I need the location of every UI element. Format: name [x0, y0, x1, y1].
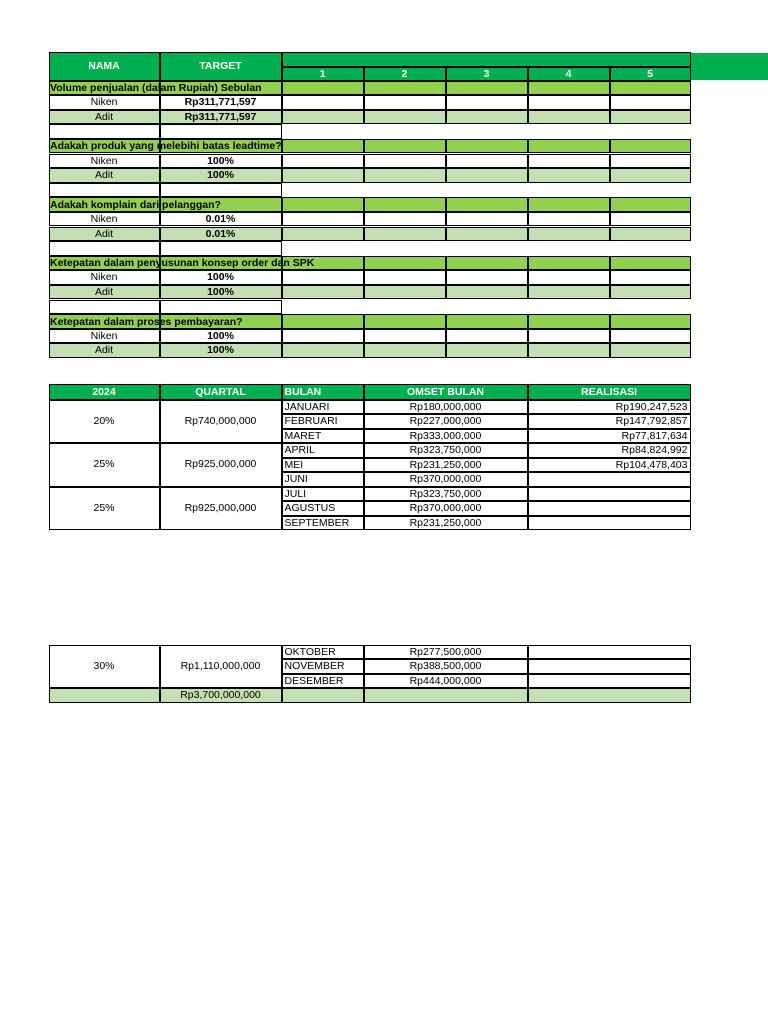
header-year[interactable]: 2024: [49, 384, 160, 400]
quarter-amount[interactable]: Rp740,000,000: [160, 400, 282, 444]
header-nama[interactable]: NAMA: [49, 52, 160, 81]
month-name[interactable]: JUNI: [282, 472, 364, 487]
week-cell[interactable]: [610, 270, 691, 285]
month-realisasi[interactable]: [528, 659, 691, 674]
week-cell[interactable]: [446, 154, 528, 169]
section-title-row-cell[interactable]: [282, 139, 364, 154]
month-name[interactable]: FEBRUARI: [282, 414, 364, 429]
week-cell[interactable]: [528, 270, 610, 285]
quarter-amount[interactable]: Rp925,000,000: [160, 443, 282, 487]
section-title: Ketepatan dalam penyusunan konsep order dan SPK: [50, 257, 315, 270]
month-name[interactable]: OKTOBER: [282, 645, 364, 660]
week-cell[interactable]: [446, 329, 528, 344]
week-cell[interactable]: [364, 168, 446, 183]
section-title-row-cell[interactable]: [528, 197, 610, 212]
month-omset[interactable]: Rp231,250,000: [364, 458, 528, 473]
spacer-cell[interactable]: [160, 241, 282, 256]
month-omset[interactable]: Rp323,750,000: [364, 443, 528, 458]
week-cell[interactable]: [282, 329, 364, 344]
week-cell[interactable]: [528, 110, 610, 125]
month-omset[interactable]: Rp333,000,000: [364, 429, 528, 444]
section-title-row-cell[interactable]: [446, 81, 528, 96]
section-title-row-cell[interactable]: [364, 197, 446, 212]
month-name[interactable]: APRIL: [282, 443, 364, 458]
week-cell[interactable]: [446, 212, 528, 227]
target-cell[interactable]: 100%: [160, 154, 282, 169]
section-title-row-cell[interactable]: [282, 197, 364, 212]
week-cell[interactable]: [528, 343, 610, 358]
week-cell[interactable]: [610, 285, 691, 300]
month-name[interactable]: JANUARI: [282, 400, 364, 415]
spacer-cell[interactable]: [49, 183, 160, 198]
header-week-2[interactable]: 2: [364, 67, 446, 81]
spacer-cell[interactable]: [160, 300, 282, 315]
name-cell[interactable]: Niken: [49, 270, 160, 285]
week-cell[interactable]: [528, 95, 610, 110]
month-realisasi[interactable]: [528, 674, 691, 689]
week-cell[interactable]: [528, 285, 610, 300]
week-cell[interactable]: [610, 110, 691, 125]
week-cell[interactable]: [282, 154, 364, 169]
header-omset[interactable]: OMSET BULAN: [364, 384, 528, 400]
month-omset[interactable]: Rp180,000,000: [364, 400, 528, 415]
month-realisasi[interactable]: Rp77,817,634: [528, 429, 691, 444]
section-title-row-cell[interactable]: [528, 139, 610, 154]
section-title-row-cell[interactable]: [364, 81, 446, 96]
month-name[interactable]: NOVEMBER: [282, 659, 364, 674]
section-title-row-cell[interactable]: [364, 314, 446, 329]
section-title: Adakah produk yang melebihi batas leadtime?: [50, 140, 282, 153]
month-name[interactable]: MARET: [282, 429, 364, 444]
week-cell[interactable]: [364, 154, 446, 169]
spacer-cell[interactable]: [49, 124, 160, 139]
week-cell[interactable]: [446, 227, 528, 242]
month-omset[interactable]: Rp277,500,000: [364, 645, 528, 660]
week-cell[interactable]: [528, 168, 610, 183]
week-cell[interactable]: [446, 95, 528, 110]
header-realisasi[interactable]: REALISASI: [528, 384, 691, 400]
week-cell[interactable]: [364, 95, 446, 110]
section-title-row-cell[interactable]: [446, 197, 528, 212]
spacer-cell[interactable]: [49, 241, 160, 256]
header-week-5[interactable]: 5: [610, 67, 691, 81]
month-omset[interactable]: Rp444,000,000: [364, 674, 528, 689]
section-title-row-cell[interactable]: [364, 256, 446, 271]
section-title-row-cell[interactable]: [610, 314, 691, 329]
quarter-amount[interactable]: Rp1,110,000,000: [160, 645, 282, 689]
section-title-row-cell[interactable]: [528, 256, 610, 271]
name-cell[interactable]: Niken: [49, 329, 160, 344]
target-cell[interactable]: 0.01%: [160, 227, 282, 242]
month-realisasi[interactable]: [528, 501, 691, 516]
week-cell[interactable]: [282, 270, 364, 285]
month-realisasi[interactable]: [528, 516, 691, 531]
week-cell[interactable]: [528, 212, 610, 227]
section-title-row-cell[interactable]: [610, 81, 691, 96]
name-cell[interactable]: Niken: [49, 95, 160, 110]
target-cell[interactable]: 100%: [160, 168, 282, 183]
month-name[interactable]: SEPTEMBER: [282, 516, 364, 531]
week-cell[interactable]: [528, 329, 610, 344]
section-title-row-cell[interactable]: [282, 314, 364, 329]
week-cell[interactable]: [528, 227, 610, 242]
target-cell[interactable]: Rp311,771,597: [160, 110, 282, 125]
section-title-row-cell[interactable]: [528, 81, 610, 96]
section-title-row-cell[interactable]: [610, 139, 691, 154]
section-title-row-cell[interactable]: [610, 256, 691, 271]
target-cell[interactable]: 100%: [160, 343, 282, 358]
week-cell[interactable]: [446, 343, 528, 358]
month-omset[interactable]: Rp388,500,000: [364, 659, 528, 674]
week-cell[interactable]: [282, 95, 364, 110]
name-cell[interactable]: Niken: [49, 212, 160, 227]
quarter-percent[interactable]: 20%: [49, 400, 160, 444]
week-cell[interactable]: [610, 212, 691, 227]
week-cell[interactable]: [528, 154, 610, 169]
week-cell[interactable]: [610, 329, 691, 344]
month-name[interactable]: DESEMBER: [282, 674, 364, 689]
section-title-row-cell[interactable]: [446, 256, 528, 271]
week-cell[interactable]: [364, 329, 446, 344]
week-cell[interactable]: [610, 95, 691, 110]
target-cell[interactable]: 100%: [160, 285, 282, 300]
month-name[interactable]: JULI: [282, 487, 364, 502]
week-cell[interactable]: [364, 212, 446, 227]
month-name[interactable]: AGUSTUS: [282, 501, 364, 516]
name-cell[interactable]: Adit: [49, 227, 160, 242]
section-title-row-cell[interactable]: [610, 197, 691, 212]
section-title-row-cell[interactable]: [446, 139, 528, 154]
name-cell[interactable]: Adit: [49, 343, 160, 358]
section-title-row-cell[interactable]: [282, 81, 364, 96]
quarter-percent[interactable]: 30%: [49, 645, 160, 689]
week-cell[interactable]: [364, 270, 446, 285]
name-cell[interactable]: Niken: [49, 154, 160, 169]
name-cell[interactable]: Adit: [49, 168, 160, 183]
week-cell[interactable]: [282, 110, 364, 125]
week-cell[interactable]: [282, 168, 364, 183]
total-blank[interactable]: [49, 688, 160, 703]
week-cell[interactable]: [282, 285, 364, 300]
section-title-row-cell[interactable]: [446, 314, 528, 329]
week-cell[interactable]: [364, 110, 446, 125]
target-cell[interactable]: 100%: [160, 270, 282, 285]
section-title: Volume penjualan (dalam Rupiah) Sebulan: [50, 82, 262, 94]
target-cell[interactable]: 100%: [160, 329, 282, 344]
month-omset[interactable]: Rp323,750,000: [364, 487, 528, 502]
week-cell[interactable]: [446, 285, 528, 300]
total-amount[interactable]: Rp3,700,000,000: [160, 688, 282, 703]
week-cell[interactable]: [282, 212, 364, 227]
total-blank[interactable]: [282, 688, 364, 703]
month-realisasi[interactable]: [528, 472, 691, 487]
section-title: Adakah komplain dari pelanggan?: [50, 198, 221, 211]
header-week-4[interactable]: 4: [528, 67, 610, 81]
month-realisasi[interactable]: Rp147,792,857: [528, 414, 691, 429]
section-title-row-cell[interactable]: [364, 139, 446, 154]
month-realisasi[interactable]: Rp104,478,403: [528, 458, 691, 473]
week-cell[interactable]: [364, 227, 446, 242]
target-cell[interactable]: Rp311,771,597: [160, 95, 282, 110]
spacer-cell[interactable]: [160, 124, 282, 139]
week-cell[interactable]: [610, 154, 691, 169]
month-realisasi[interactable]: Rp84,824,992: [528, 443, 691, 458]
week-cell[interactable]: [610, 227, 691, 242]
spacer-cell[interactable]: [49, 300, 160, 315]
header-extension-bar: [691, 53, 768, 80]
header-week-1[interactable]: 1: [282, 67, 364, 81]
name-cell[interactable]: Adit: [49, 285, 160, 300]
week-cell[interactable]: [364, 285, 446, 300]
header-target[interactable]: TARGET: [160, 52, 282, 81]
name-cell[interactable]: Adit: [49, 110, 160, 125]
header-week-3[interactable]: 3: [446, 67, 528, 81]
week-cell[interactable]: [446, 270, 528, 285]
week-cell[interactable]: [446, 168, 528, 183]
month-realisasi[interactable]: [528, 645, 691, 660]
spacer-cell[interactable]: [160, 183, 282, 198]
header-quartal[interactable]: QUARTAL: [160, 384, 282, 400]
month-omset[interactable]: Rp227,000,000: [364, 414, 528, 429]
header-week-blank[interactable]: [282, 52, 691, 67]
week-cell[interactable]: [610, 168, 691, 183]
month-omset[interactable]: Rp370,000,000: [364, 472, 528, 487]
quarter-amount[interactable]: Rp925,000,000: [160, 487, 282, 531]
week-cell[interactable]: [446, 110, 528, 125]
quarter-percent[interactable]: 25%: [49, 443, 160, 487]
target-cell[interactable]: 0.01%: [160, 212, 282, 227]
total-blank[interactable]: [528, 688, 691, 703]
section-title: Ketepatan dalam proses pembayaran?: [50, 315, 243, 328]
week-cell[interactable]: [282, 343, 364, 358]
section-title-row-cell[interactable]: [528, 314, 610, 329]
month-name[interactable]: MEI: [282, 458, 364, 473]
total-blank[interactable]: [364, 688, 528, 703]
month-realisasi[interactable]: Rp190,247,523: [528, 400, 691, 415]
month-omset[interactable]: Rp231,250,000: [364, 516, 528, 531]
week-cell[interactable]: [282, 227, 364, 242]
week-cell[interactable]: [364, 343, 446, 358]
month-realisasi[interactable]: [528, 487, 691, 502]
month-omset[interactable]: Rp370,000,000: [364, 501, 528, 516]
week-cell[interactable]: [610, 343, 691, 358]
header-bulan[interactable]: BULAN: [282, 384, 364, 400]
quarter-percent[interactable]: 25%: [49, 487, 160, 531]
